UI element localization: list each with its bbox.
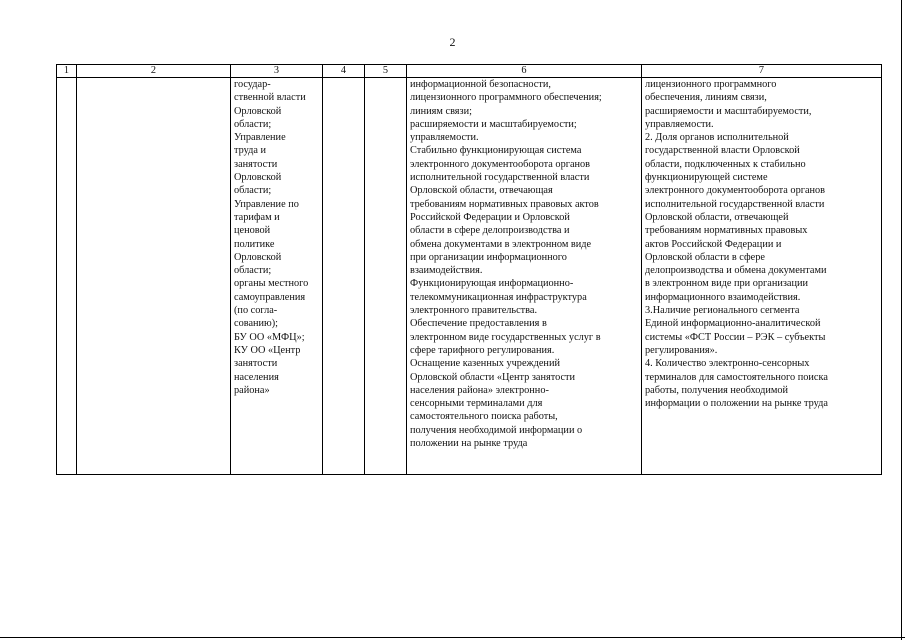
text-line: требованиям нормативных правовых актов — [410, 198, 599, 210]
text-line: исполнительной государственной власти — [410, 172, 590, 184]
text-line: Единой информационно-аналитической — [645, 318, 821, 330]
text-line: Оснащение казенных учреждений — [410, 358, 560, 370]
text-line: области; — [234, 265, 272, 277]
cell-col-7-indicators — [642, 78, 882, 475]
text-line: Функционирующая информационно- — [410, 278, 574, 290]
header-col-4: 4 — [323, 65, 365, 78]
text-line: электронном виде государственных услуг в — [410, 331, 601, 343]
text-line: области; — [234, 118, 272, 130]
document-table — [56, 64, 882, 475]
text-line: информационного взаимодействия. — [645, 291, 801, 303]
text-line: Орловской области в сфере — [645, 251, 765, 263]
cell-col-4 — [323, 78, 365, 475]
text-line: электронного документооборота органов — [645, 185, 826, 197]
text-line: государ- — [234, 79, 271, 90]
text-line: Орловской области «Центр занятости — [410, 371, 576, 383]
text-line: управляемости. — [645, 118, 714, 130]
text-line: 4. Количество электронно-сенсорных — [645, 358, 810, 370]
text-line: расширяемости и масштабируемости, — [645, 105, 812, 117]
text-line: электронного правительства. — [410, 305, 538, 317]
text-line: системы «ФСТ России – РЭК – субъекты — [645, 331, 826, 343]
text-line: ценовой — [234, 225, 271, 237]
header-col-2: 2 — [77, 65, 231, 78]
text-line: политике — [234, 238, 275, 250]
cell-col-1 — [57, 78, 77, 475]
text-line: обмена документами в электронном виде — [410, 238, 592, 250]
text-line: 3.Наличие регионального сегмента — [645, 305, 800, 317]
text-line: района» — [234, 384, 270, 396]
text-line: линиям связи; — [410, 105, 472, 117]
text-line: органы местного — [234, 278, 309, 290]
cell-col-6-results — [407, 78, 642, 475]
text-line: сованию); — [234, 318, 279, 330]
text-line: 2. Доля органов исполнительной — [645, 132, 789, 144]
text-line: области; — [234, 185, 272, 197]
text-line: области, подключенных к стабильно — [645, 158, 806, 170]
text-line: Орловской — [234, 251, 282, 263]
text-line: Орловской — [234, 105, 282, 117]
text-line: Управление — [234, 132, 286, 144]
text-line: делопроизводства и обмена документами — [645, 265, 827, 277]
text-line: Стабильно функционирующая система — [410, 145, 582, 157]
text-line: (по согла- — [234, 305, 278, 317]
text-line: лицензионного программного обеспечения; — [410, 92, 602, 104]
cell-col-5 — [365, 78, 407, 475]
header-row — [57, 65, 882, 78]
text-line: регулирования». — [645, 344, 718, 356]
text-line: расширяемости и масштабируемости; — [410, 118, 577, 130]
text-line: Орловской — [234, 172, 282, 184]
text-line: занятости — [234, 358, 278, 370]
text-line: самоуправления — [234, 291, 306, 303]
header-col-1: 1 — [57, 65, 77, 78]
text-line: сфере тарифного регулирования. — [410, 344, 555, 356]
text-line: Орловской области, отвечающей — [645, 211, 789, 223]
text-line: Обеспечение предоставления в — [410, 318, 547, 330]
text-line: информационной безопасности, — [410, 79, 551, 90]
text-line: терминалов для самостоятельного поиска — [645, 371, 828, 383]
text-line: самостоятельного поиска работы, — [410, 411, 558, 423]
header-col-7: 7 — [642, 65, 882, 78]
text-line: Управление по — [234, 198, 299, 210]
text-line: управляемости. — [410, 132, 479, 144]
text-line: лицензионного программного — [645, 79, 777, 90]
text-line: труда и — [234, 145, 267, 157]
text-line: государственной власти Орловской — [645, 145, 800, 157]
text-line: населения района» электронно- — [410, 384, 549, 396]
text-line: при организации информационного — [410, 251, 567, 263]
text-line: взаимодействия. — [410, 265, 483, 277]
text-line: информации о положении на рынке труда — [645, 398, 828, 410]
text-line: телекоммуникационная инфраструктура — [410, 291, 587, 303]
text-line: населения — [234, 371, 279, 383]
text-line: в электронном виде при организации — [645, 278, 809, 290]
text-line: получения необходимой информации о — [410, 424, 583, 436]
text-line: сенсорными терминалами для — [410, 398, 543, 410]
text-line: Орловской области, отвечающая — [410, 185, 553, 197]
text-line: области в сфере делопроизводства и — [410, 225, 570, 237]
text-line: КУ ОО «Центр — [234, 344, 301, 356]
text-line: требованиям нормативных правовых — [645, 225, 808, 237]
header-col-3: 3 — [231, 65, 323, 78]
cell-col-2 — [77, 78, 231, 475]
text-line: обеспечения, линиям связи, — [645, 92, 767, 104]
page-frame-bottom — [0, 637, 905, 638]
text-line: ственной власти — [234, 92, 306, 104]
text-line: БУ ОО «МФЦ»; — [234, 331, 305, 343]
text-line: актов Российской Федерации и — [645, 238, 782, 250]
text-line: занятости — [234, 158, 278, 170]
text-line: Российской Федерации и Орловской — [410, 211, 570, 223]
text-line: работы, получения необходимой — [645, 384, 789, 396]
cell-col-3-executors — [231, 78, 323, 475]
text-line: функционирующей системе — [645, 172, 768, 184]
text-line: электронного документооборота органов — [410, 158, 591, 170]
text-line: исполнительной государственной власти — [645, 198, 825, 210]
header-col-5: 5 — [365, 65, 407, 78]
page-frame-right — [901, 0, 902, 640]
page-number: 2 — [449, 35, 456, 49]
text-line: тарифам и — [234, 211, 280, 223]
text-line: положении на рынке труда — [410, 438, 528, 450]
table-row — [57, 78, 882, 475]
header-col-6: 6 — [407, 65, 642, 78]
